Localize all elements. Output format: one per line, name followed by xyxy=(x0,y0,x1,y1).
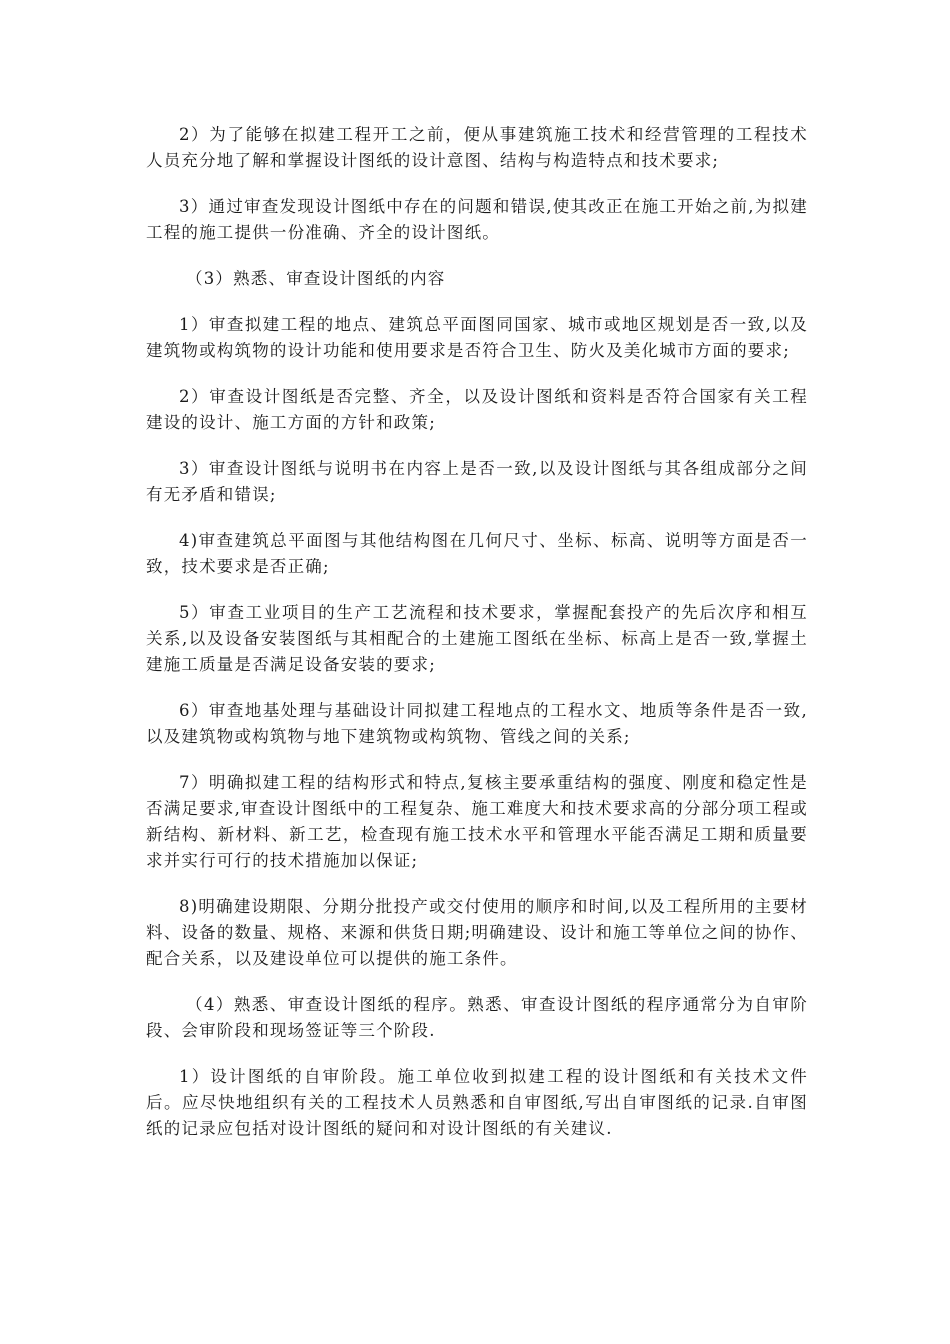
paragraph-review-item-6: 6）审查地基处理与基础设计同拟建工程地点的工程水文、地质等条件是否一致,以及建筑物或构筑物与地下建筑物或构筑物、管线之间的关系; xyxy=(146,701,808,746)
paragraph-purpose-3: 3）通过审查发现设计图纸中存在的问题和错误,使其改正在施工开始之前,为拟建工程的施工提供一份准确、齐全的设计图纸。 xyxy=(146,197,808,242)
paragraph-purpose-2: 2）为了能够在拟建工程开工之前，便从事建筑施工技术和经营管理的工程技术人员充分地了解和掌握设计图纸的设计意图、结构与构造特点和技术要求; xyxy=(146,125,808,170)
section-heading-review-procedure: （4）熟悉、审查设计图纸的程序。熟悉、审查设计图纸的程序通常分为自审阶段、会审阶段和现场签证等三个阶段. xyxy=(146,995,808,1040)
section-heading-review-content: （3）熟悉、审查设计图纸的内容 xyxy=(186,269,446,288)
paragraph-review-item-5: 5）审查工业项目的生产工艺流程和技术要求，掌握配套投产的先后次序和相互关系,以及设备安装图纸与其相配合的土建施工图纸在坐标、标高上是否一致,掌握土建施工质量是否满足设备安装的要求; xyxy=(146,603,808,674)
paragraph-review-item-4: 4)审查建筑总平面图与其他结构图在几何尺寸、坐标、标高、说明等方面是否一致，技术要求是否正确; xyxy=(146,531,808,576)
paragraph-review-item-8: 8)明确建设期限、分期分批投产或交付使用的顺序和时间,以及工程所用的主要材料、设备的数量、规格、来源和供货日期;明确建设、设计和施工等单位之间的协作、配合关系，以及建设单位可以提供的施工条件。 xyxy=(146,897,808,968)
paragraph-procedure-stage-1: 1）设计图纸的自审阶段。施工单位收到拟建工程的设计图纸和有关技术文件后。应尽快地组织有关的工程技术人员熟悉和自审图纸,写出自审图纸的记录.自审图纸的记录应包括对设计图纸的疑问和对设计图纸的有关建议. xyxy=(146,1067,808,1138)
paragraph-review-item-7: 7）明确拟建工程的结构形式和特点,复核主要承重结构的强度、刚度和稳定性是否满足要求,审查设计图纸中的工程复杂、施工难度大和技术要求高的分部分项工程或新结构、新材料、新工艺，检查现有施工技术水平和管理水平能否满足工期和质量要求并实行可行的技术措施加以保证; xyxy=(146,773,808,870)
paragraph-review-item-3: 3）审查设计图纸与说明书在内容上是否一致,以及设计图纸与其各组成部分之间有无矛盾和错误; xyxy=(146,459,808,504)
paragraph-review-item-2: 2）审查设计图纸是否完整、齐全，以及设计图纸和资料是否符合国家有关工程建设的设计、施工方面的方针和政策; xyxy=(146,387,808,432)
document-page xyxy=(146,122,808,1162)
paragraph-review-item-1: 1）审查拟建工程的地点、建筑总平面图同国家、城市或地区规划是否一致,以及建筑物或构筑物的设计功能和使用要求是否符合卫生、防火及美化城市方面的要求; xyxy=(146,315,808,360)
